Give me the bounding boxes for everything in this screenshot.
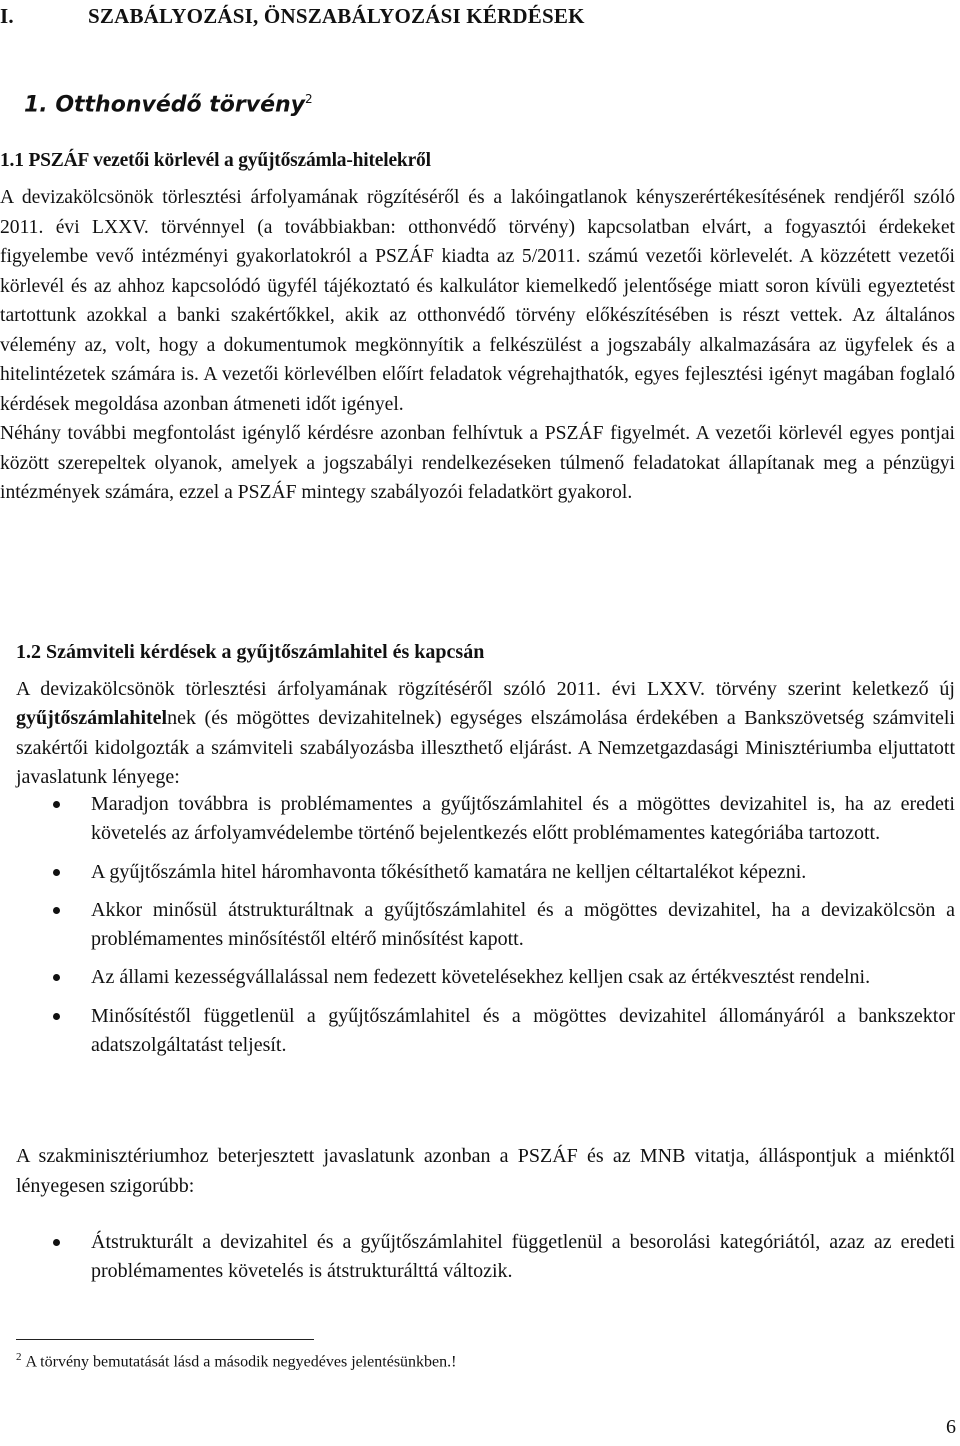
list-item: [16, 790, 955, 849]
bullet-icon: [53, 869, 60, 876]
list-item-text: Akkor minősül átstrukturáltnak a gyűjtőszámlahitel és a mögöttes devizahitel, ha a devizakölcsön a problémamentes minősítéstől eltérő minősítést kapott.: [91, 898, 955, 951]
bullet-icon: [53, 801, 60, 808]
chapter-number: I.: [0, 4, 14, 28]
list-item-text: Az állami kezességvállalással nem fedezett követelésekhez kelljen csak az értékvesztést rendelni.: [91, 966, 871, 989]
paragraph: A devizakölcsönök törlesztési árfolyamának rögzítéséről és a lakóingatlanok kényszerértékesítésének rendjéről szóló 2011. évi LXXV. törvénnyel (a továbbiakban: otthonvédő törvény) kapcsolatban elvárt, a fogyasztói érdekeket figyelembe vevő intézményi gyakorlatokról a PSZÁF kiadta az 5/2011. számú vezetői körlevelét. A közzétett vezetői körlevél és az ahhoz kapcsolódó ügyfél tájékoztató és kalkulátor kiemelkedő jelentősége miatt soron kívüli egyeztetést tartottunk azokkal a banki szakértőkkel, akik az otthonvédő törvény előkészítésében is részt vettek. Az általános vélemény az, volt, hogy a dokumentumok megkönnyítik a felkészülést a jogszabály alkalmazására az ügyfelek és a hitelintézetek számára is. A vezetői körlevélben előírt feladatok végrehajthatók, egyes fejlesztési igényt magában foglaló kérdések megoldása azonban átmeneti időt igényel.: [0, 187, 955, 415]
proposal-bullet-list: [16, 790, 955, 1069]
bullet-icon: [53, 1013, 60, 1020]
footnote-reference: 2: [305, 92, 313, 106]
footnote-number: 2: [16, 1351, 22, 1363]
list-item-text: Minősítéstől függetlenül a gyűjtőszámlahitel és a mögöttes devizahitel állományáról a bankszektor adatszolgáltatást teljesít.: [91, 1004, 955, 1057]
list-item: [16, 896, 955, 955]
chapter-title: SZABÁLYOZÁSI, ÖNSZABÁLYOZÁSI KÉRDÉSEK: [88, 4, 585, 28]
subsection-1-2-intro: [16, 675, 955, 792]
intro-bold-term: gyűjtőszámlahitel: [16, 707, 168, 730]
footnote: [16, 1351, 456, 1371]
section-title: 1. Otthonvédő törvény: [24, 92, 306, 118]
paragraph: [16, 675, 955, 792]
intro-text-cont: nek (és mögöttes devizahitelnek) egységes elszámolása érdekében a Bankszövetség számviteli szakértői kidolgozták a számviteli szabályozásba illeszthető eljárást. A Nemzetgazdasági Minisztériumba eljuttatott javaslatunk lényege:: [16, 707, 955, 788]
page-number: 6: [946, 1416, 956, 1438]
footnote-text: A törvény bemutatását lásd a második negyedéves jelentésünkben.!: [25, 1353, 457, 1371]
chapter-heading: [0, 4, 585, 29]
subsection-heading-1-2: 1.2 Számviteli kérdések a gyűjtőszámlahitel és kapcsán: [16, 641, 485, 663]
list-item-text: Átstrukturált a devizahitel és a gyűjtőszámlahitel függetlenül a besorolási kategóriától, azaz az eredeti problémamentes követelés is átstrukturálttá változik.: [91, 1231, 955, 1283]
bullet-icon: [53, 1239, 60, 1246]
list-item-text: A gyűjtőszámla hitel háromhavonta tőkésíthető kamatára ne kelljen céltartalékot képezni.: [91, 860, 807, 883]
list-item-text: Maradjon továbbra is problémamentes a gyűjtőszámlahitel és a mögöttes devizahitel is, ha az eredeti követelés az árfolyamvédelembe történő bejelentkezés előtt problémamentes kategóriába tartozott.: [91, 793, 955, 845]
list-item: [16, 1002, 955, 1061]
paragraph: Néhány további megfontolást igénylő kérdésre azonban felhívtuk a PSZÁF figyelmét. A vezetői körlevél egyes pontjai között szerepeltek olyanok, amelyek a jogszabályi rendelkezéseken túlmenő feladatokat állapítanak meg a pénzügyi intézmények számára, ezzel a PSZÁF mintegy szabályozói feladatkört gyakorol.: [0, 423, 955, 503]
subsection-heading-1-1: 1.1 PSZÁF vezetői körlevél a gyűjtőszámla-hitelekről: [0, 150, 431, 171]
intro-text: A devizakölcsönök törlesztési árfolyamának rögzítéséről szóló 2011. évi LXXV. törvény szerint keletkező új: [16, 678, 955, 700]
list-item: [16, 963, 955, 992]
section-heading: [24, 92, 313, 117]
bullet-icon: [53, 974, 60, 981]
list-item: [16, 1228, 955, 1287]
footnote-divider: [16, 1339, 314, 1340]
list-item: [16, 858, 955, 887]
position-bullet-list: [16, 1228, 955, 1287]
bullet-icon: [53, 907, 60, 914]
paragraph: A szakminisztériumhoz beterjesztett javaslatunk azonban a PSZÁF és az MNB vitatja, álláspontjuk a miénktől lényegesen szigorúbb:: [16, 1145, 955, 1197]
subsection-1-1-body: [0, 183, 955, 508]
